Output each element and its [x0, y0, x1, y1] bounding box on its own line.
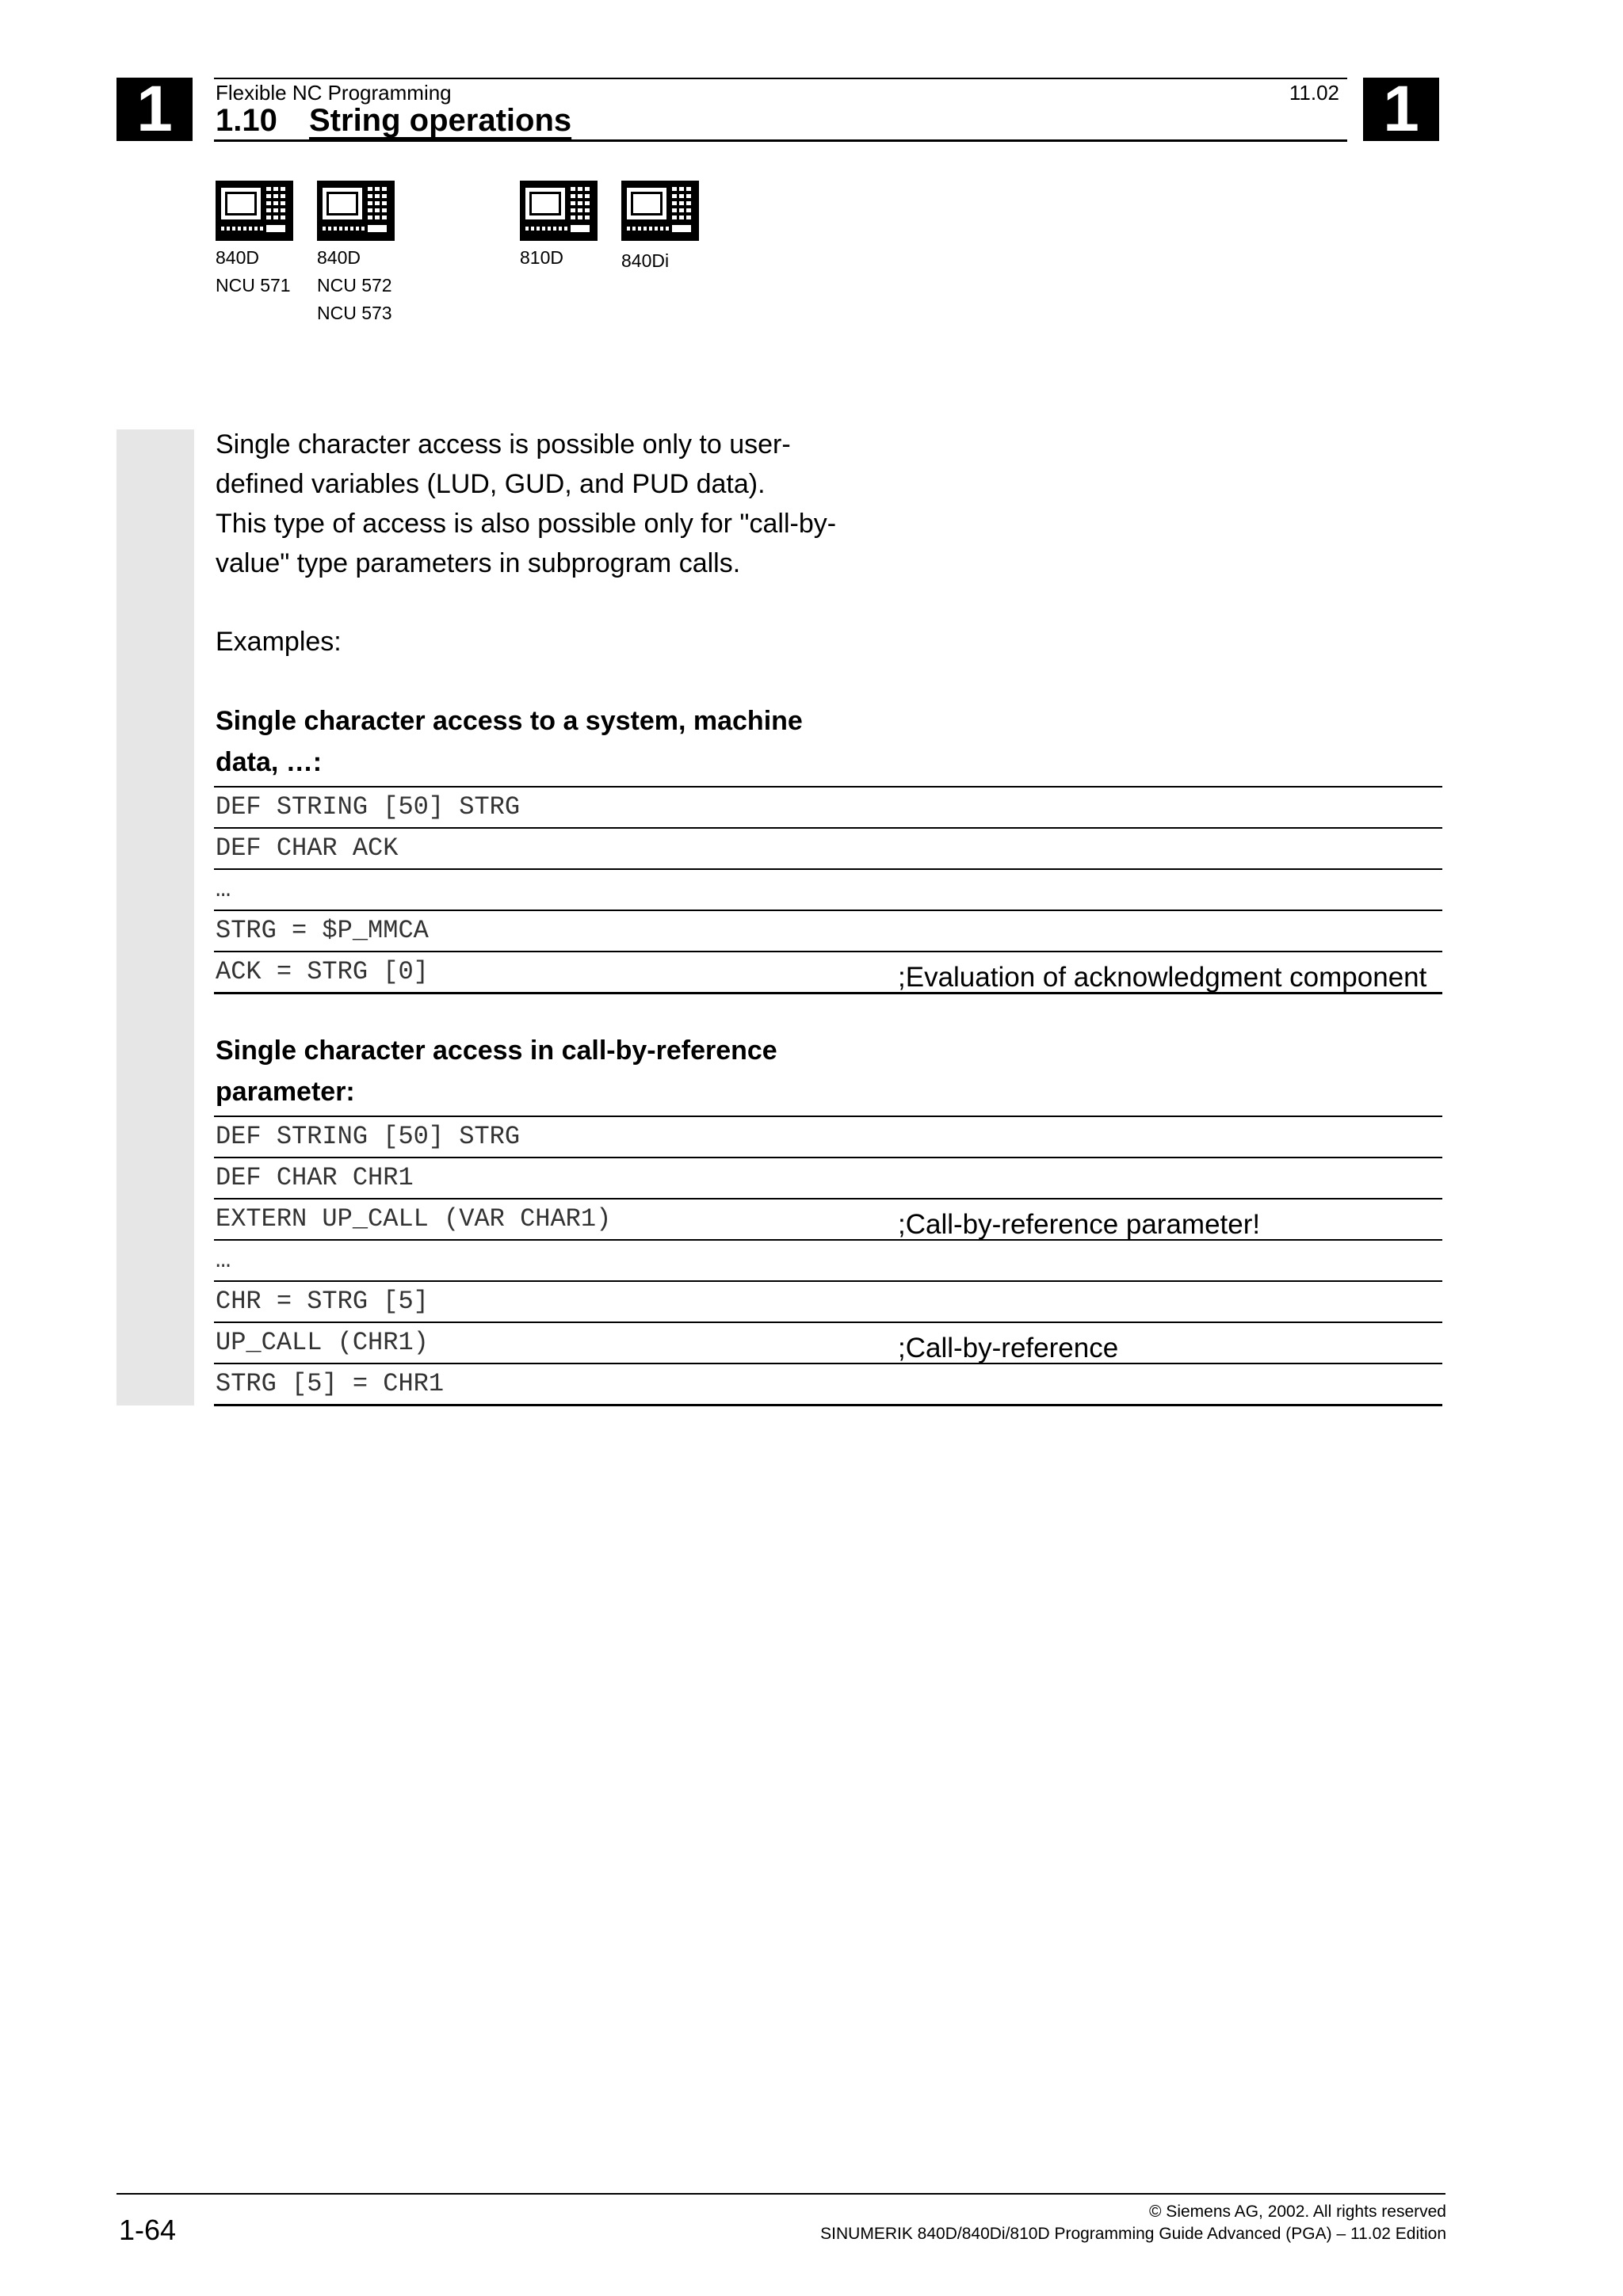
code-comment: ;Call-by-reference parameter!	[898, 1209, 1261, 1240]
header-top-rule	[214, 78, 1347, 79]
variant-label: 840D NCU 571	[216, 247, 291, 296]
code-line: DEF STRING [50] STRG	[216, 1122, 521, 1151]
control-panel-icon	[317, 181, 395, 241]
code-row	[214, 870, 1442, 911]
code-row	[214, 1117, 1442, 1158]
variant-840d-ncu571	[216, 181, 293, 299]
code-row	[214, 1199, 1442, 1241]
variant-840di	[621, 181, 699, 275]
control-panel-icon	[216, 181, 293, 241]
example-2-heading: Single character access in call-by-reference parameter:	[216, 1035, 777, 1107]
variant-label: 840D NCU 572 NCU 573	[317, 247, 392, 323]
code-row	[214, 1282, 1442, 1323]
variant-label: 810D	[520, 247, 563, 268]
code-line: CHR = STRG [5]	[216, 1287, 429, 1316]
section-heading	[216, 103, 571, 139]
code-comment: ;Call-by-reference	[898, 1333, 1119, 1363]
code-row	[214, 788, 1442, 829]
code-row	[214, 952, 1442, 994]
code-row	[214, 911, 1442, 952]
code-row	[214, 1158, 1442, 1199]
content-margin-bar	[116, 429, 194, 1405]
code-row	[214, 829, 1442, 870]
header-bottom-rule	[214, 139, 1347, 142]
code-row	[214, 1323, 1442, 1364]
code-comment: ;Evaluation of acknowledgment component	[898, 962, 1427, 993]
example-1-code-table	[214, 786, 1442, 994]
footer-copyright: © Siemens AG, 2002. All rights reserved	[1149, 2203, 1446, 2221]
code-line: STRG = $P_MMCA	[216, 916, 429, 945]
edition-date: 11.02	[1289, 81, 1339, 105]
footer-rule	[116, 2193, 1445, 2195]
intro-paragraph: Single character access is possible only to user- defined variables (LUD, GUD, and PUD data). This type of access is also possible only for "call-by- value" type parameters in subprogram calls.	[216, 429, 837, 578]
control-panel-icon	[520, 181, 598, 241]
chapter-number-badge-left: 1	[116, 78, 193, 141]
code-line: UP_CALL (CHR1)	[216, 1328, 429, 1357]
code-row	[214, 1364, 1442, 1406]
code-line: STRG [5] = CHR1	[216, 1369, 445, 1398]
variant-840d-ncu572-573	[317, 181, 395, 327]
example-1-heading: Single character access to a system, machine data, …:	[216, 706, 803, 777]
code-line: …	[216, 875, 231, 904]
code-row	[214, 1241, 1442, 1282]
code-line: DEF STRING [50] STRG	[216, 792, 521, 822]
section-title: String operations	[309, 103, 572, 138]
footer-document-title: SINUMERIK 840D/840Di/810D Programming Guide Advanced (PGA) – 11.02 Edition	[820, 2225, 1446, 2243]
chapter-title: Flexible NC Programming	[216, 81, 452, 105]
example-2-code-table	[214, 1116, 1442, 1406]
code-line: DEF CHAR ACK	[216, 833, 399, 863]
code-line: EXTERN UP_CALL (VAR CHAR1)	[216, 1204, 612, 1234]
section-number: 1.10	[216, 103, 277, 138]
page-number: 1-64	[119, 2214, 177, 2246]
code-line: ACK = STRG [0]	[216, 957, 429, 986]
variant-810d	[520, 181, 598, 272]
chapter-number-badge-right: 1	[1363, 78, 1439, 141]
code-line: …	[216, 1245, 231, 1275]
examples-label: Examples:	[216, 627, 342, 657]
code-line: DEF CHAR CHR1	[216, 1163, 414, 1192]
control-panel-icon	[621, 181, 699, 241]
variant-label: 840Di	[621, 250, 670, 271]
